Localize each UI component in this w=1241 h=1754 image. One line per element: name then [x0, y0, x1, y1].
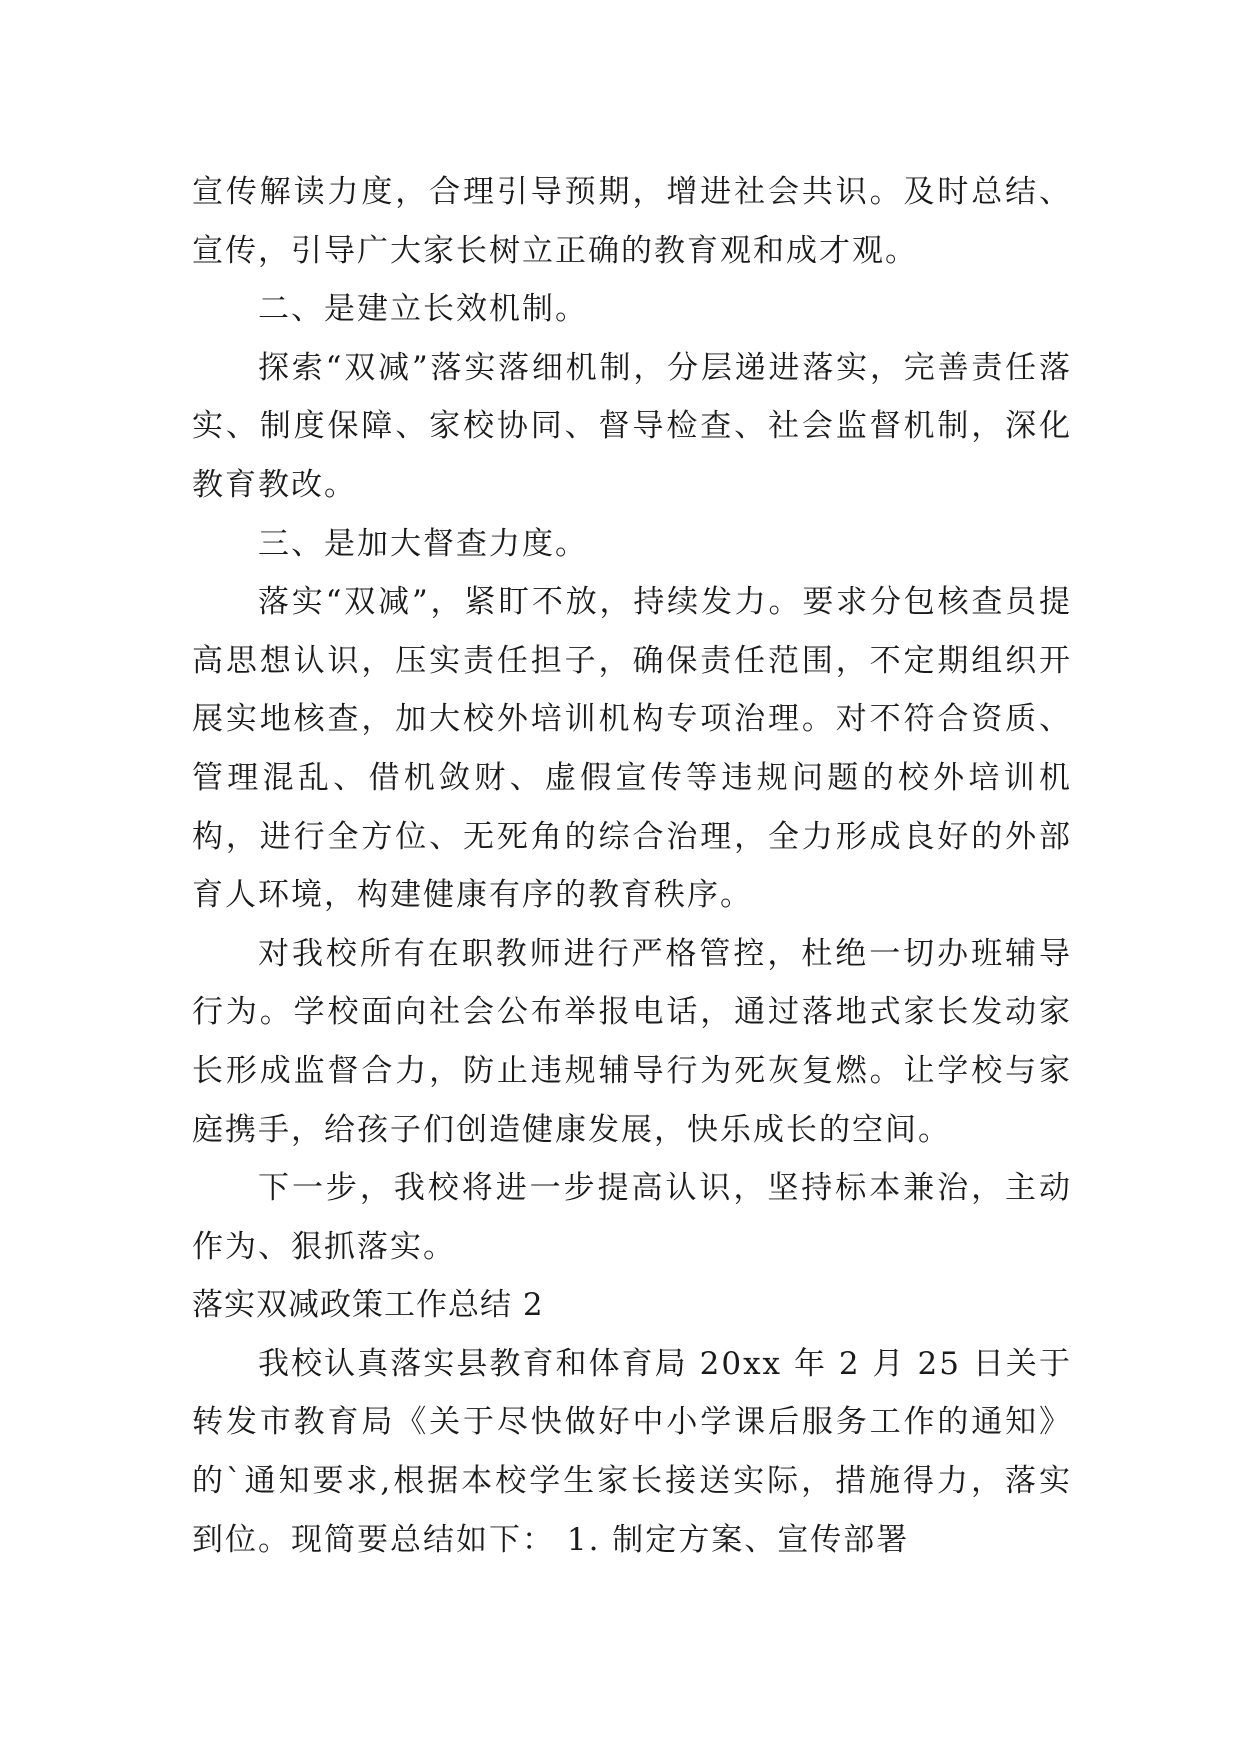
document-body: [192, 163, 1072, 1569]
paragraph-section-intro: 我校认真落实县教育和体育局 20xx 年 2 月 25 日关于转发市教育局《关于尽快做好中小学课后服务工作的通知》的`通知要求,根据本校学生家长接送实际，措施得力，落实到位。现简要总结如下： 1. 制定方案、宣传部署: [192, 1345, 1072, 1558]
paragraph-publicity: 宣传解读力度，合理引导预期，增进社会共识。及时总结、宣传，引导广大家长树立正确的教育观和成才观。: [192, 174, 1072, 269]
paragraph-mechanism: 探索“双减”落实落细机制，分层递进落实，完善责任落实、制度保障、家校协同、督导检查、社会监督机制，深化教育教改。: [192, 349, 1072, 503]
paragraph-supervision: 落实“双减”，紧盯不放，持续发力。要求分包核查员提高思想认识，压实责任担子，确保责任范围，不定期组织开展实地核查，加大校外培训机构专项治理。对不符合资质、管理混乱、借机敛财、虚假宣传等违规问题的校外培训机构，进行全方位、无死角的综合治理，全力形成良好的外部育人环境，构建健康有序的教育秩序。: [192, 584, 1072, 914]
heading-long-term-mechanism: 二、是建立长效机制。: [258, 291, 588, 328]
paragraph-teacher-control: 对我校所有在职教师进行严格管控，杜绝一切办班辅导行为。学校面向社会公布举报电话，通过落地式家长发动家长形成监督合力，防止违规辅导行为死灰复燃。让学校与家庭携手，给孩子们创造健康发展，快乐成长的空间。: [192, 935, 1072, 1148]
section-title: 落实双减政策工作总结 2: [192, 1287, 544, 1324]
paragraph-next-step: 下一步，我校将进一步提高认识，坚持标本兼治，主动作为、狠抓落实。: [192, 1170, 1072, 1265]
heading-supervision: 三、是加大督查力度。: [258, 525, 588, 562]
